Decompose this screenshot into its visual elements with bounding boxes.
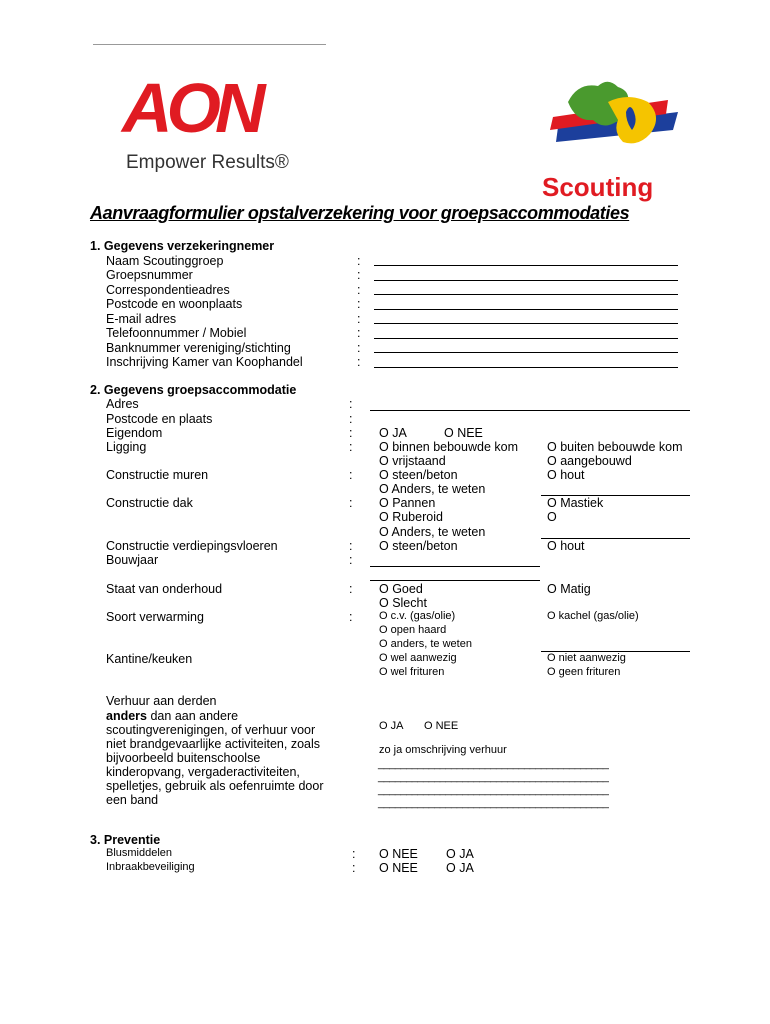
- staat-option[interactable]: O Matig: [547, 582, 591, 596]
- input-line[interactable]: [374, 280, 678, 281]
- input-line[interactable]: [374, 265, 678, 266]
- eigendom-nee-option[interactable]: O NEE: [444, 426, 483, 440]
- colon: :: [349, 610, 353, 624]
- verhuur-nee-option[interactable]: O NEE: [424, 720, 459, 732]
- verhuur-text-rest: dan aan andere: [150, 709, 239, 723]
- aon-tagline: Empower Results®: [126, 152, 289, 173]
- vloeren-option[interactable]: O steen/beton: [379, 539, 458, 553]
- field-label: Telefoonnummer / Mobiel: [106, 326, 247, 340]
- colon: :: [349, 553, 353, 567]
- top-rule: [93, 44, 326, 45]
- kantine-option[interactable]: O geen frituren: [547, 666, 621, 678]
- colon: :: [352, 847, 356, 861]
- aon-logo-text: AON: [122, 72, 260, 142]
- staat-option[interactable]: O Slecht: [379, 596, 427, 610]
- input-line[interactable]: [374, 338, 678, 339]
- colon: :: [349, 397, 353, 411]
- field-label: Groepsnummer: [106, 268, 193, 282]
- dak-label: Constructie dak: [106, 496, 193, 510]
- colon: :: [357, 254, 361, 268]
- scouting-logo-text: Scouting: [542, 172, 654, 202]
- eigendom-ja-option[interactable]: O JA: [379, 426, 407, 440]
- blus-nee-option[interactable]: O NEE: [379, 847, 418, 861]
- verwarming-option[interactable]: O open haard: [379, 624, 447, 636]
- ligging-option[interactable]: O binnen bebouwde kom: [379, 440, 518, 454]
- verwarming-option[interactable]: O kachel (gas/olie): [547, 610, 639, 622]
- verhuur-omschrijving-label: zo ja omschrijving verhuur: [379, 744, 507, 756]
- colon: :: [357, 283, 361, 297]
- field-label: Banknummer vereniging/stichting: [106, 341, 291, 355]
- scouting-emblem-icon: [538, 72, 688, 172]
- vloeren-label: Constructie verdiepingsvloeren: [106, 539, 278, 553]
- colon: :: [357, 297, 361, 311]
- aon-logo-mark: [120, 72, 310, 142]
- verhuur-ja-option[interactable]: O JA: [379, 720, 404, 732]
- verhuur-text: bijvoorbeeld buitenschoolse: [106, 751, 261, 765]
- verwarming-label: Soort verwarming: [106, 610, 204, 624]
- input-line[interactable]: [374, 294, 678, 295]
- verhuur-text: een band: [106, 793, 159, 807]
- ligging-option[interactable]: O aangebouwd: [547, 454, 632, 468]
- dak-option[interactable]: O Mastiek: [547, 496, 604, 510]
- verhuur-text: kinderopvang, vergaderactiviteiten,: [106, 765, 300, 779]
- colon: :: [349, 440, 353, 454]
- kantine-option[interactable]: O wel aanwezig: [379, 652, 457, 664]
- dak-option[interactable]: O Ruberoid: [379, 510, 443, 524]
- kantine-label: Kantine/keuken: [106, 652, 193, 666]
- colon: :: [357, 268, 361, 282]
- inbraak-label: Inbraakbeveiliging: [106, 861, 195, 873]
- muren-option[interactable]: O hout: [547, 468, 585, 482]
- kantine-option[interactable]: O niet aanwezig: [547, 652, 626, 664]
- bouwjaar-label: Bouwjaar: [106, 553, 159, 567]
- inbraak-ja-option[interactable]: O JA: [446, 861, 474, 875]
- colon: :: [349, 496, 353, 510]
- colon: :: [357, 326, 361, 340]
- staat-option[interactable]: O Goed: [379, 582, 423, 596]
- colon: :: [357, 341, 361, 355]
- colon: :: [349, 468, 353, 482]
- vloeren-option[interactable]: O hout: [547, 539, 585, 553]
- scouting-logo: [538, 72, 688, 202]
- muren-option[interactable]: O Anders, te weten: [379, 482, 486, 496]
- input-line[interactable]: [374, 367, 678, 368]
- muren-label: Constructie muren: [106, 468, 209, 482]
- field-label: Inschrijving Kamer van Koophandel: [106, 355, 303, 369]
- ligging-option[interactable]: O vrijstaand: [379, 454, 446, 468]
- colon: :: [349, 582, 353, 596]
- input-line[interactable]: [374, 352, 678, 353]
- dak-option[interactable]: O Pannen: [379, 496, 436, 510]
- colon: :: [357, 355, 361, 369]
- adres-label: Adres: [106, 397, 139, 411]
- verwarming-option[interactable]: O c.v. (gas/olie): [379, 610, 456, 622]
- colon: :: [349, 412, 353, 426]
- section3-heading: 3. Preventie: [90, 833, 161, 847]
- adres-input-line[interactable]: [370, 410, 690, 411]
- colon: :: [349, 539, 353, 553]
- field-label: Naam Scoutinggroep: [106, 254, 224, 268]
- kantine-option[interactable]: O wel frituren: [379, 666, 445, 678]
- muren-option[interactable]: O steen/beton: [379, 468, 458, 482]
- staat-label: Staat van onderhoud: [106, 582, 223, 596]
- eigendom-label: Eigendom: [106, 426, 163, 440]
- verhuur-text: scoutingverenigingen, of verhuur voor: [106, 723, 316, 737]
- field-label: Postcode en woonplaats: [106, 297, 243, 311]
- verhuur-text: spelletjes, gebruik als oefenruimte door: [106, 779, 324, 793]
- field-label: E-mail adres: [106, 312, 177, 326]
- aon-logo: [120, 72, 310, 182]
- bouwjaar-input-line-2[interactable]: [370, 580, 540, 581]
- section1-heading: 1. Gegevens verzekeringnemer: [90, 239, 275, 253]
- verhuur-text: [106, 709, 238, 724]
- verhuur-text: Verhuur aan derden: [106, 694, 217, 708]
- page-title: Aanvraagformulier opstalverzekering voor groepsaccommodaties: [90, 203, 630, 223]
- bouwjaar-input-line[interactable]: [370, 566, 540, 567]
- verhuur-line[interactable]: _________________________________________: [378, 784, 609, 796]
- verwarming-option[interactable]: O anders, te weten: [379, 638, 472, 650]
- colon: :: [352, 861, 356, 875]
- verhuur-bold: anders: [106, 709, 147, 723]
- verhuur-line[interactable]: _________________________________________: [378, 758, 609, 770]
- ligging-label: Ligging: [106, 440, 147, 454]
- input-line[interactable]: [374, 323, 678, 324]
- ligging-option[interactable]: O buiten bebouwde kom: [547, 440, 683, 454]
- colon: :: [357, 312, 361, 326]
- dak-option[interactable]: O: [547, 510, 557, 524]
- verhuur-line[interactable]: _________________________________________: [378, 797, 609, 809]
- input-line[interactable]: [374, 309, 678, 310]
- section2-heading: 2. Gegevens groepsaccommodatie: [90, 383, 297, 397]
- postcode-label: Postcode en plaats: [106, 412, 213, 426]
- colon: :: [349, 426, 353, 440]
- field-label: Correspondentieadres: [106, 283, 230, 297]
- blus-ja-option[interactable]: O JA: [446, 847, 474, 861]
- inbraak-nee-option[interactable]: O NEE: [379, 861, 418, 875]
- blus-label: Blusmiddelen: [106, 847, 173, 859]
- dak-option[interactable]: O Anders, te weten: [379, 525, 486, 539]
- verhuur-text: niet brandgevaarlijke activiteiten, zoals: [106, 737, 321, 751]
- verhuur-line[interactable]: _________________________________________: [378, 771, 609, 783]
